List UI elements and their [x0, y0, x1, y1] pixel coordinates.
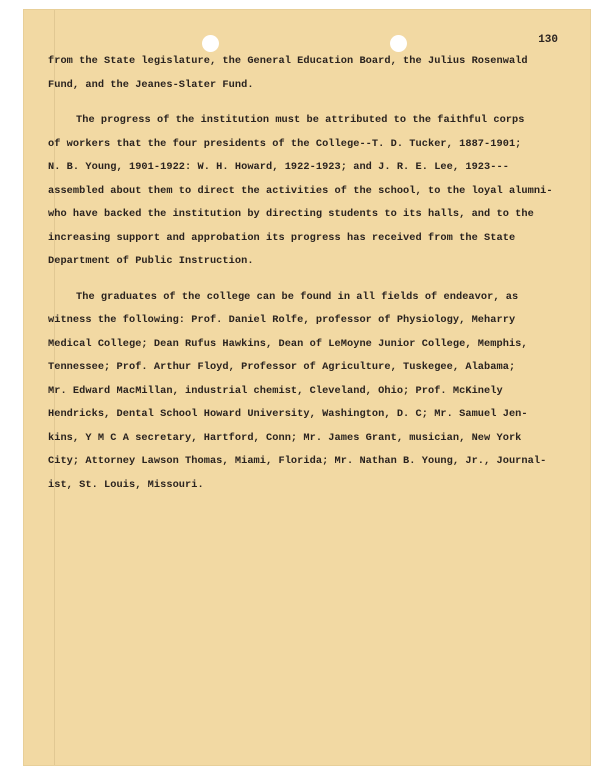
text-line: N. B. Young, 1901-1922: W. H. Howard, 1922-1923; and J. R. E. Lee, 1923---	[48, 161, 509, 173]
text-line: Tennessee; Prof. Arthur Floyd, Professor of Agriculture, Tuskegee, Alabama;	[48, 361, 516, 373]
text-line: City; Attorney Lawson Thomas, Miami, Florida; Mr. Nathan B. Young, Jr., Journal-	[48, 455, 547, 467]
paragraph-1	[48, 50, 548, 97]
text-line: Hendricks, Dental School Howard University, Washington, D. C; Mr. Samuel Jen-	[48, 408, 528, 420]
text-line: Fund, and the Jeanes-Slater Fund.	[48, 78, 254, 91]
text-line: who have backed the institution by directing students to its halls, and to the	[48, 208, 534, 220]
paragraph-2	[48, 109, 553, 274]
text-line: The graduates of the college can be found in all fields of endeavor, as	[76, 290, 519, 303]
text-line: ist, St. Louis, Missouri.	[48, 478, 204, 491]
text-line: from the State legislature, the General Education Board, the Julius Rosenwald	[48, 55, 528, 67]
text-line: Department of Public Instruction.	[48, 255, 254, 267]
document-body	[48, 50, 553, 497]
page-number: 130	[538, 34, 558, 46]
text-line: assembled about them to direct the activities of the school, to the loyal alumni-	[48, 184, 553, 197]
text-line: Medical College; Dean Rufus Hawkins, Dean of LeMoyne Junior College, Memphis,	[48, 337, 528, 350]
text-line: The progress of the institution must be attributed to the faithful corps	[76, 114, 525, 126]
paragraph-3	[48, 286, 548, 498]
text-line: witness the following: Prof. Daniel Rolfe, professor of Physiology, Meharry	[48, 314, 516, 326]
text-line: of workers that the four presidents of the College--T. D. Tucker, 1887-1901;	[48, 137, 522, 150]
text-line: increasing support and approbation its progress has received from the State	[48, 231, 516, 244]
text-line: kins, Y M C A secretary, Hartford, Conn; Mr. James Grant, musician, New York	[48, 431, 522, 444]
text-line: Mr. Edward MacMillan, industrial chemist, Cleveland, Ohio; Prof. McKinely	[48, 384, 503, 397]
